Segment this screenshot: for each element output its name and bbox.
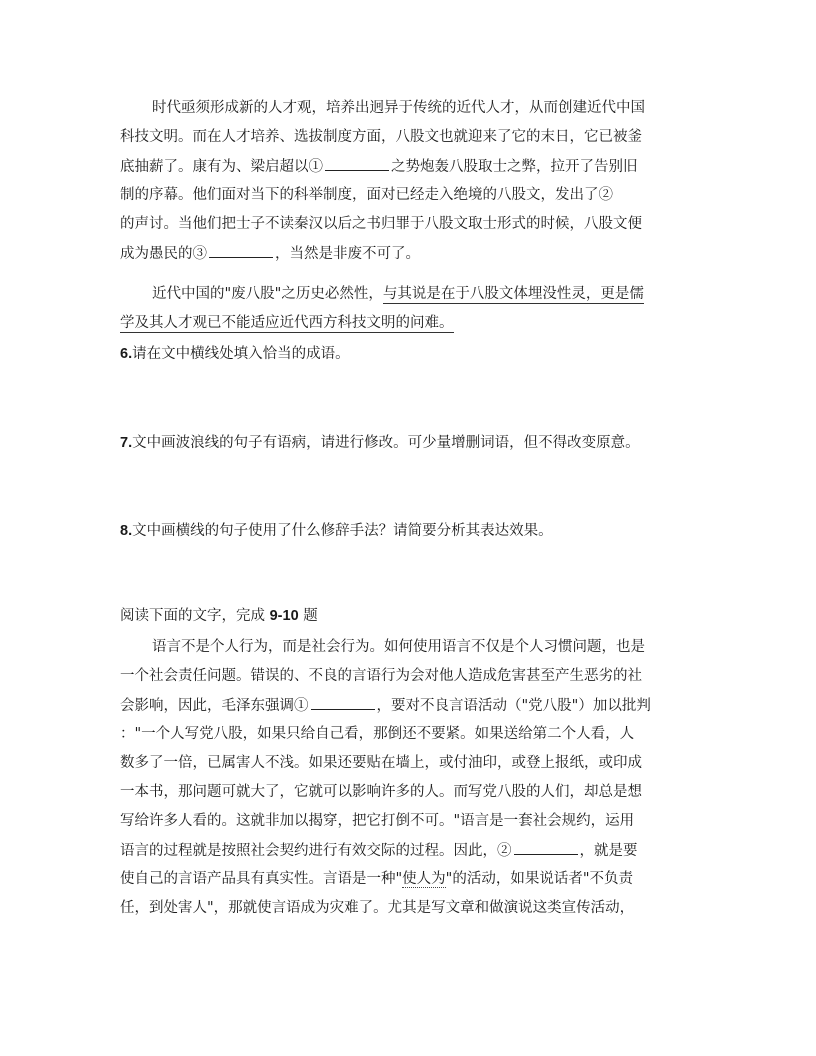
question-number: 7. — [120, 435, 133, 451]
text-span: 语言不是个人行为，而是社会行为。如何使用语言不仅是个人习惯问题，也是 — [152, 639, 645, 655]
section2-line-2 — [120, 666, 642, 686]
text-span: 数多了一倍，已属害人不浅。如果还要贴在墙上，或付油印，或登上报纸，或印成 — [120, 755, 642, 771]
question-6 — [120, 344, 350, 364]
text-span: 使自己的言语产品具有真实性。言语是一种" — [120, 871, 403, 887]
question-number: 6. — [120, 346, 133, 362]
question-7 — [120, 433, 640, 453]
text-span: 语言的过程就是按照社会契约进行有效交际的过程。因此，② — [120, 843, 512, 859]
question-8 — [120, 521, 553, 541]
text-span: 制的序幕。他们面对当下的科举制度，面对已经走入绝境的八股文，发出了② — [120, 187, 613, 203]
text-span: 科技文明。而在人才培养、选拔制度方面，八股文也就迎来了它的末日，它已被釜 — [120, 129, 642, 145]
section2-line-9 — [120, 869, 633, 889]
section2-line-7 — [120, 811, 634, 831]
section2-line-5 — [120, 753, 642, 773]
text-span: ，当然是非废不可了。 — [275, 246, 420, 262]
text-span: 底抽薪了。康有为、梁启超以① — [120, 159, 323, 175]
text-span: 近代中国的"废八股"之历史必然性， — [152, 286, 383, 302]
text-span: ："一个人写党八股，如果只给自己看，那倒还不要紧。如果送给第二个人看，人 — [120, 726, 635, 742]
passage1-line-2 — [120, 127, 642, 147]
text-span: 成为愚民的③ — [120, 246, 207, 262]
question-number: 8. — [120, 523, 133, 539]
passage1-line-3 — [120, 156, 638, 177]
marked-phrase: 使人为 — [402, 871, 446, 887]
fill-blank-1 — [311, 695, 375, 710]
text-span: 阅读下面的文字，完成 — [120, 608, 270, 624]
text-span: 题 — [298, 608, 318, 624]
section2-line-8 — [120, 840, 638, 861]
text-span: ，就是要 — [579, 843, 638, 859]
section2-line-1 — [152, 637, 645, 657]
passage1-line-8 — [120, 313, 454, 333]
fill-blank-3 — [209, 243, 273, 258]
section2-line-4 — [120, 724, 634, 744]
question-text: 请在文中横线处填入恰当的成语。 — [132, 346, 350, 362]
section2-heading — [120, 606, 318, 626]
text-span: 会影响，因此，毛泽东强调① — [120, 698, 309, 714]
question-text: 文中画横线的句子使用了什么修辞手法？请简要分析其表达效果。 — [132, 523, 553, 539]
passage1-line-6 — [120, 243, 420, 264]
passage1-line-4 — [120, 185, 613, 205]
text-span: 一个社会责任问题。错误的、不良的言语行为会对他人造成危害甚至产生恶劣的社 — [120, 668, 642, 684]
passage1-line-1 — [152, 98, 645, 118]
text-span: ，要对不良言语活动（"党八股"）加以批判 — [376, 698, 651, 714]
passage1-line-5 — [120, 214, 642, 234]
section2-line-6 — [120, 782, 642, 802]
passage1-line-7 — [152, 284, 644, 304]
text-span: "的活动，如果说话者"不负责 — [445, 871, 634, 887]
text-span: 一本书，那问题可就大了，它就可以影响许多的人。而写党八股的人们，却总是想 — [120, 784, 642, 800]
text-span: 写给许多人看的。这就非加以揭穿，把它打倒不可。"语言是一套社会规约，运用 — [120, 813, 635, 829]
text-span: 任，到处害人"，那就使言语成为灾难了。尤其是写文章和做演说这类宣传活动， — [120, 900, 635, 916]
question-range: 9-10 — [269, 608, 299, 624]
question-text: 文中画波浪线的句子有语病，请进行修改。可少量增删词语，但不得改变原意。 — [132, 435, 640, 451]
underlined-sentence: 学及其人才观已不能适应近代西方科技文明的问难。 — [120, 315, 454, 331]
underlined-sentence: 与其说是在于八股文体埋没性灵，更是儒 — [382, 286, 644, 302]
text-span: 之势炮轰八股取士之弊，拉开了告别旧 — [391, 159, 638, 175]
fill-blank-2 — [514, 840, 578, 855]
section2-line-10 — [120, 898, 634, 918]
section2-line-3 — [120, 695, 651, 716]
text-span: 的声讨。当他们把士子不读秦汉以后之书归罪于八股文取士形式的时候，八股文便 — [120, 216, 642, 232]
text-span: 时代亟须形成新的人才观，培养出迥异于传统的近代人才，从而创建近代中国 — [152, 100, 645, 116]
fill-blank-1 — [325, 156, 389, 171]
